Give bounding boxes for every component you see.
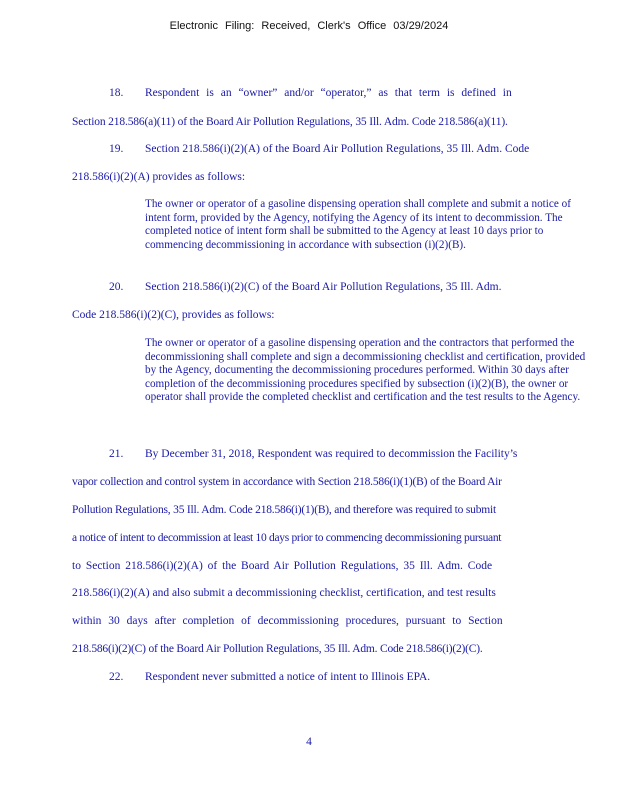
paragraph-18-line-1: Respondent is an “owner” and/or “operator,” as that term is defined in [145,87,512,99]
paragraph-21-line-1: By December 31, 2018, Respondent was required to decommission the Facility’s [145,448,518,460]
paragraph-number-21: 21. [109,448,124,460]
paragraph-19-line-2: 218.586(i)(2)(A) provides as follows: [72,171,246,183]
paragraph-21-line-3: Pollution Regulations, 35 Ill. Adm. Code 218.586(i)(1)(B), and therefore was required to submit [72,504,496,516]
paragraph-21-line-8: 218.586(i)(2)(C) of the Board Air Pollution Regulations, 35 Ill. Adm. Code 218.586(i)(2)(C). [72,643,483,655]
paragraph-21-line-2: vapor collection and control system in accordance with Section 218.586(i)(1)(B) of the Board Air [72,476,502,488]
paragraph-22-line-1: Respondent never submitted a notice of intent to Illinois EPA. [145,671,431,683]
block-quote-218-586-i-2-C: The owner or operator of a gasoline dispensing operation and the contractors that performed the decommissioning shall complete and sign a decommissioning checklist and certification, provided by the Agency, documenting the decommissioning procedures performed. Within 30 days after completion of the decommissioning procedures specified by subsection (i)(2)(B), the owner or operator shall provide the completed checklist and certification and the test results to the Agency. [145,337,586,404]
paragraph-20-line-2: Code 218.586(i)(2)(C), provides as follows: [72,309,275,321]
paragraph-number-19: 19. [109,143,124,155]
paragraph-21-line-5: to Section 218.586(i)(2)(A) of the Board Air Pollution Regulations, 35 Ill. Adm. Code [72,560,493,572]
paragraph-number-22: 22. [109,671,124,683]
page-number: 4 [306,736,312,748]
paragraph-21-line-4: a notice of intent to decommission at least 10 days prior to commencing decommissioning pursuant [72,532,502,544]
paragraph-number-20: 20. [109,281,124,293]
paragraph-19-line-1: Section 218.586(i)(2)(A) of the Board Air Pollution Regulations, 35 Ill. Adm. Code [145,143,530,155]
filing-stamp-header: Electronic Filing: Received, Clerk's Office 03/29/2024 [169,20,449,32]
paragraph-18-line-2: Section 218.586(a)(11) of the Board Air Pollution Regulations, 35 Ill. Adm. Code 218.586(a)(11). [72,116,508,128]
paragraph-number-18: 18. [109,87,124,99]
paragraph-21-line-6: 218.586(i)(2)(A) and also submit a decommissioning checklist, certification, and test results [72,587,496,599]
paragraph-20-line-1: Section 218.586(i)(2)(C) of the Board Air Pollution Regulations, 35 Ill. Adm. [145,281,502,293]
block-quote-218-586-i-2-A: The owner or operator of a gasoline dispensing operation shall complete and submit a notice of intent form, provided by the Agency, notifying the Agency of its intent to decommission. The completed notice of intent form shall be submitted to the Agency at least 10 days prior to commencing decommissioning in accordance with subsection (i)(2)(B). [145,198,571,251]
paragraph-21-line-7: within 30 days after completion of decommissioning procedures, pursuant to Section [72,615,503,627]
